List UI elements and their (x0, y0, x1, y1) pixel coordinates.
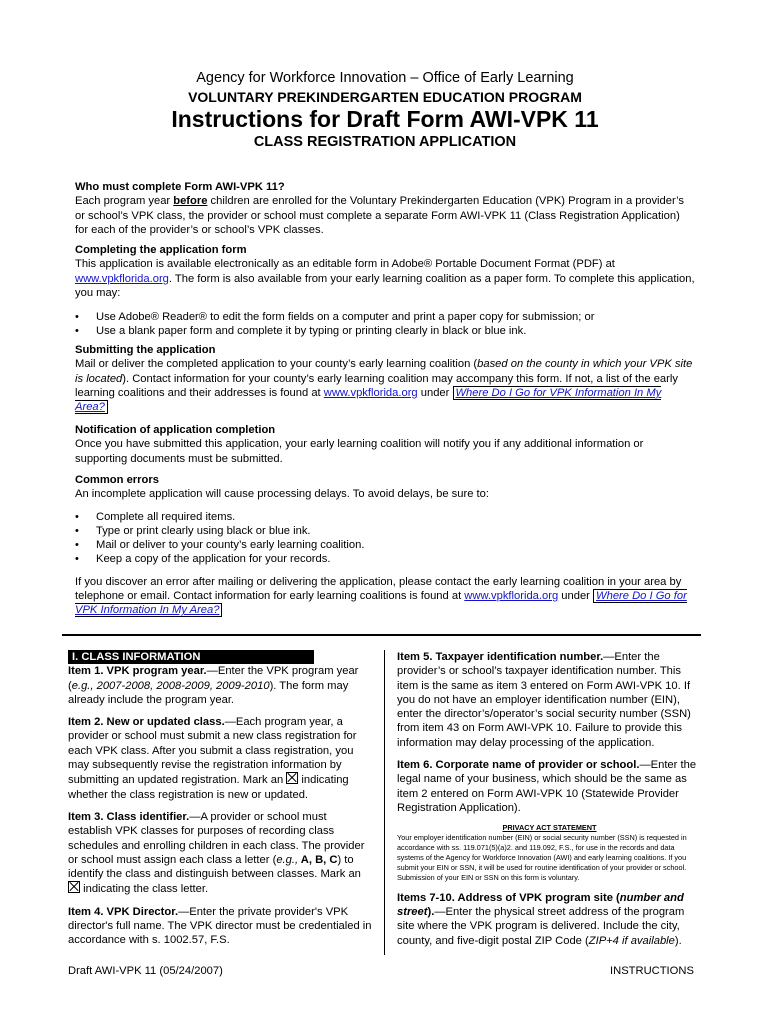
item-4: Item 4. VPK Director.—Enter the private provider's VPK director's full name. The VPK director must be credentialed in accordance with s. 1002.57, F.S. (68, 905, 372, 947)
completing-text: This application is available electronically as an editable form in Adobe® Portable Document Format (PDF) at www.vpkflorida.org. The form is also available from your early learning coalition as a paper form. To complete this application, you may: (75, 258, 695, 299)
footer-label: INSTRUCTIONS (610, 965, 694, 977)
item-2: Item 2. New or updated class.—Each program year, a provider or school must submit a new class registration for each VPK class. After you submit a class registration, you may subsequently revise the registration information by submitting an updated registration. Mark an indicating whether the class registration is new or updated. (68, 716, 357, 801)
list-item: • Use a blank paper form and complete it by typing or printing clearly in black or blue ink. (75, 324, 695, 338)
notification-heading: Notification of application completion (75, 424, 276, 436)
program-name: VOLUNTARY PREKINDERGARTEN EDUCATION PROGRAM (188, 89, 582, 105)
section-submitting (75, 343, 695, 414)
vpkflorida-link[interactable]: www.vpkflorida.org (75, 272, 169, 285)
notification-text: Once you have submitted this application, your early learning coalition will notify you if any additional information or supporting documents must be submitted. (75, 438, 644, 465)
submitting-text: Mail or deliver the completed application to your county’s early learning coalition (based on the county in which your VPK site is located). Contact information for your county’s early learning coalition may accompany this form. If not, a list of the early learning coalitions and their addresses is found at www.vpkflorida.org under Where Do I Go for VPK Information In My Area? (75, 358, 693, 414)
page-title: Instructions for Draft Form AWI-VPK 11 (171, 106, 599, 132)
footer-form-id: Draft AWI-VPK 11 (05/24/2007) (68, 965, 223, 977)
item-1: Item 1. VPK program year.—Enter the VPK program year (e.g., 2007-2008, 2008-2009, 2009-2010). The form may already include the program year. (68, 665, 359, 706)
vpkflorida-link[interactable]: www.vpkflorida.org (464, 590, 559, 603)
privacy-heading: PRIVACY ACT STATEMENT (502, 823, 597, 833)
errors-heading: Common errors (75, 474, 159, 486)
vpkflorida-link[interactable]: www.vpkflorida.org (323, 386, 418, 399)
errors-bullets (75, 510, 695, 567)
completing-heading: Completing the application form (75, 244, 247, 256)
item-6: Item 6. Corporate name of provider or school.—Enter the legal name of your business, which should be the same as item 2 entered on Form AWI-VPK 10 (Statewide Provider Registration Application). (397, 759, 697, 814)
section-notification (75, 423, 695, 466)
privacy-statement (397, 823, 702, 882)
section-errors (75, 473, 695, 618)
privacy-text: Your employer identification number (EIN) or social security number (SSN) is requested in accordance with ss. 119.071(5)(a)2. and 119.092, F.S., for use in the records and data systems of the Agency for Workforce Innovation (AWI) and early learning coalitions. If you submit your EIN or SSN, it will be used for routine identification of your provider or school. Submission of your EIN or SSN on this form is voluntary. (397, 833, 687, 882)
list-item: • Keep a copy of the application for your records. (75, 552, 695, 566)
errors-closing: If you discover an error after mailing or delivering the application, please contact the early learning coalition in your area by telephone or email. Contact information for early learning coalitions is found at www.vpkflorida.org under Where Do I Go for VPK Information In My Area? (75, 575, 687, 617)
completing-bullets (75, 310, 695, 339)
list-item: • Complete all required items. (75, 510, 695, 524)
item-3: Item 3. Class identifier.—A provider or school must establish VPK classes for purposes of recording class schedules and enrolling children in each class. The provider or school must assign each class a letter (e.g., A, B, C) to identify the class and distinguish between classes. Mark an indicating the class letter. (68, 810, 365, 896)
checkbox-x-icon (286, 772, 298, 784)
errors-text: An incomplete application will cause processing delays. To avoid delays, be sure to: (75, 488, 489, 501)
item-5: Item 5. Taxpayer identification number.—Enter the provider’s or school’s taxpayer identification number. This item is the same as item 3 entered on Form AWI-VPK 10. If you do not have an employer identification number (EIN), enter the director’s/operator’s social security number (SSN) from item 43 on Form AWI-VPK 10. Failure to provide this information may delay processing of the application. (397, 651, 691, 749)
class-information-heading: I. CLASS INFORMATION (68, 650, 314, 664)
section-who (75, 180, 695, 237)
list-item: • Mail or deliver to your county’s early learning coalition. (75, 538, 695, 552)
who-text: Each program year before children are enrolled for the Voluntary Prekindergarten Education (VPK) Program in a provider’s or school’s VPK class, the provider or school must complete a separate Form AWI-VPK 11 (Class Registration Application) for each of the provider’s or school’s VPK classes. (75, 195, 685, 236)
section-completing (75, 243, 695, 339)
section-divider (62, 634, 701, 636)
list-item: • Type or print clearly using black or blue ink. (75, 524, 695, 538)
item-7-10: Items 7-10. Address of VPK program site (number and street).—Enter the physical street address of the program site where the VPK program is delivered. Include the city, county, and five-digit postal ZIP Code (ZIP+4 if available). (397, 891, 685, 947)
who-heading: Who must complete Form AWI-VPK 11? (75, 181, 285, 193)
submitting-heading: Submitting the application (75, 344, 216, 356)
list-item: • Use Adobe® Reader® to edit the form fields on a computer and print a paper copy for submission; or (75, 310, 695, 324)
right-column (397, 650, 702, 956)
where-do-i-go-link[interactable]: Where Do I Go for VPK Information In My Area? (75, 590, 687, 617)
agency-line: Agency for Workforce Innovation – Office of Early Learning (196, 70, 574, 86)
column-divider (384, 650, 385, 955)
page-subtitle: CLASS REGISTRATION APPLICATION (253, 134, 517, 150)
where-do-i-go-link[interactable]: Where Do I Go for VPK Information In My Area? (75, 386, 662, 414)
checkbox-x-icon (68, 881, 80, 893)
left-column (68, 650, 372, 956)
